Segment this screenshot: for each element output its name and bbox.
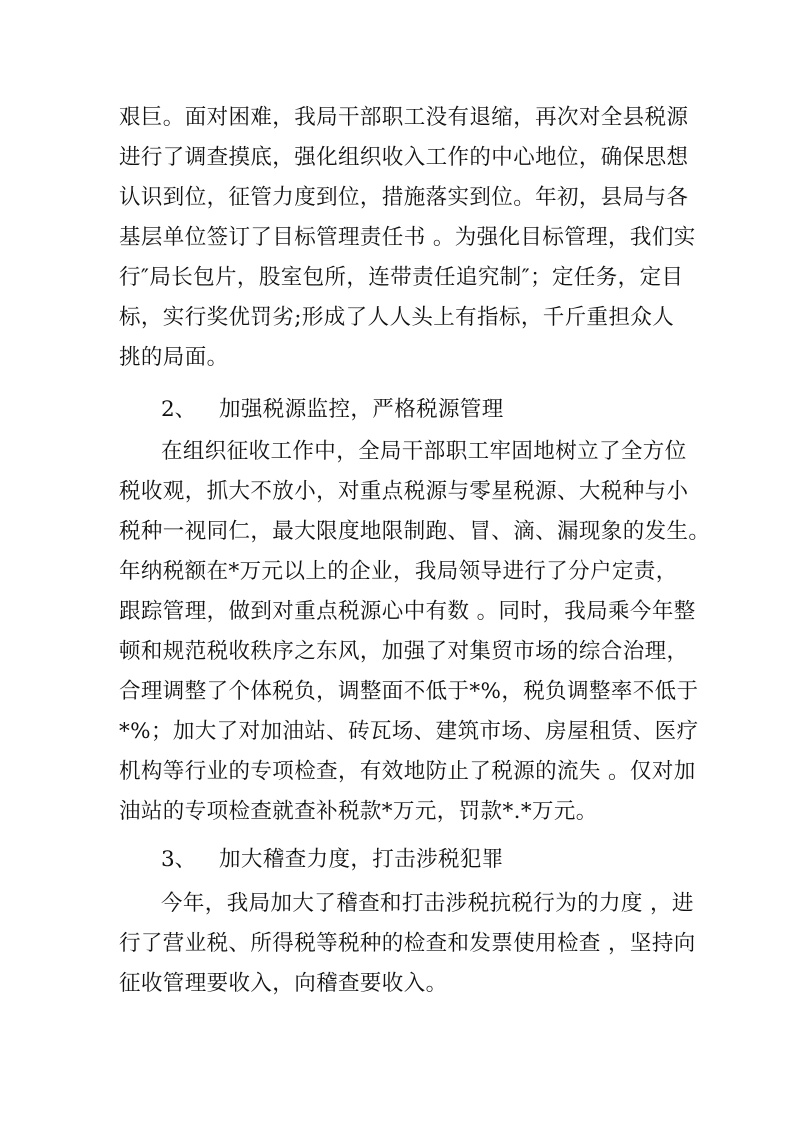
paragraph-line: 税收观，抓大不放小，对重点税源与零星税源、大税种与小: [119, 479, 689, 504]
paragraph-line: 今年，我局加大了稽查和打击涉税抗税行为的力度 ，进: [161, 891, 694, 916]
paragraph-line: 行了营业税、所得税等税种的检查和发票使用检查 ，坚持向: [119, 931, 696, 956]
section-title: 加大稽查力度，打击涉税犯罪: [219, 847, 504, 872]
paragraph-line: 进行了调查摸底，强化组织收入工作的中心地位，确保思想: [119, 145, 689, 170]
paragraph-line: 在组织征收工作中，全局干部职工牢固地树立了全方位: [161, 439, 687, 464]
paragraph-line: 认识到位，征管力度到位，措施落实到位。年初，县局与各: [119, 185, 689, 210]
paragraph-line: 挑的局面。: [119, 345, 229, 370]
paragraph-line: 跟踪管理，做到对重点税源心中有数 。同时，我局乘今年整: [119, 599, 696, 624]
paragraph-line: 征收管理要收入，向稽查要收入。: [119, 971, 448, 996]
section-number: 3、: [161, 847, 197, 872]
paragraph-line: 油站的专项检查就查补税款*万元，罚款*.*万元。: [119, 799, 598, 824]
paragraph-line: 税种一视同仁，最大限度地限制跑、冒、滴、漏现象的发生。: [119, 519, 711, 544]
paragraph-line: 机构等行业的专项检查，有效地防止了税源的流失 。仅对加: [119, 759, 696, 784]
paragraph-line: 标，实行奖优罚劣;形成了人人头上有指标，千斤重担众人: [119, 305, 675, 330]
paragraph-line: 艰巨。面对困难，我局干部职工没有退缩，再次对全县税源: [119, 105, 689, 130]
paragraph-line: 行″局长包片，股室包所，连带责任追究制″；定任务，定目: [119, 265, 684, 290]
section-number: 2、: [161, 397, 197, 422]
paragraph-line: 合理调整了个体税负，调整面不低于*%，税负调整率不低于: [119, 679, 699, 704]
paragraph-line: 顿和规范税收秩序之东风，加强了对集贸市场的综合治理，: [119, 639, 689, 664]
paragraph-line: 年纳税额在*万元以上的企业，我局领导进行了分户定责，: [119, 559, 678, 584]
paragraph-line: *%；加大了对加油站、砖瓦场、建筑市场、房屋租赁、医疗: [119, 719, 699, 744]
section-title: 加强税源监控，严格税源管理: [219, 397, 504, 422]
paragraph-line: 基层单位签订了目标管理责任书 。为强化目标管理，我们实: [119, 225, 696, 250]
